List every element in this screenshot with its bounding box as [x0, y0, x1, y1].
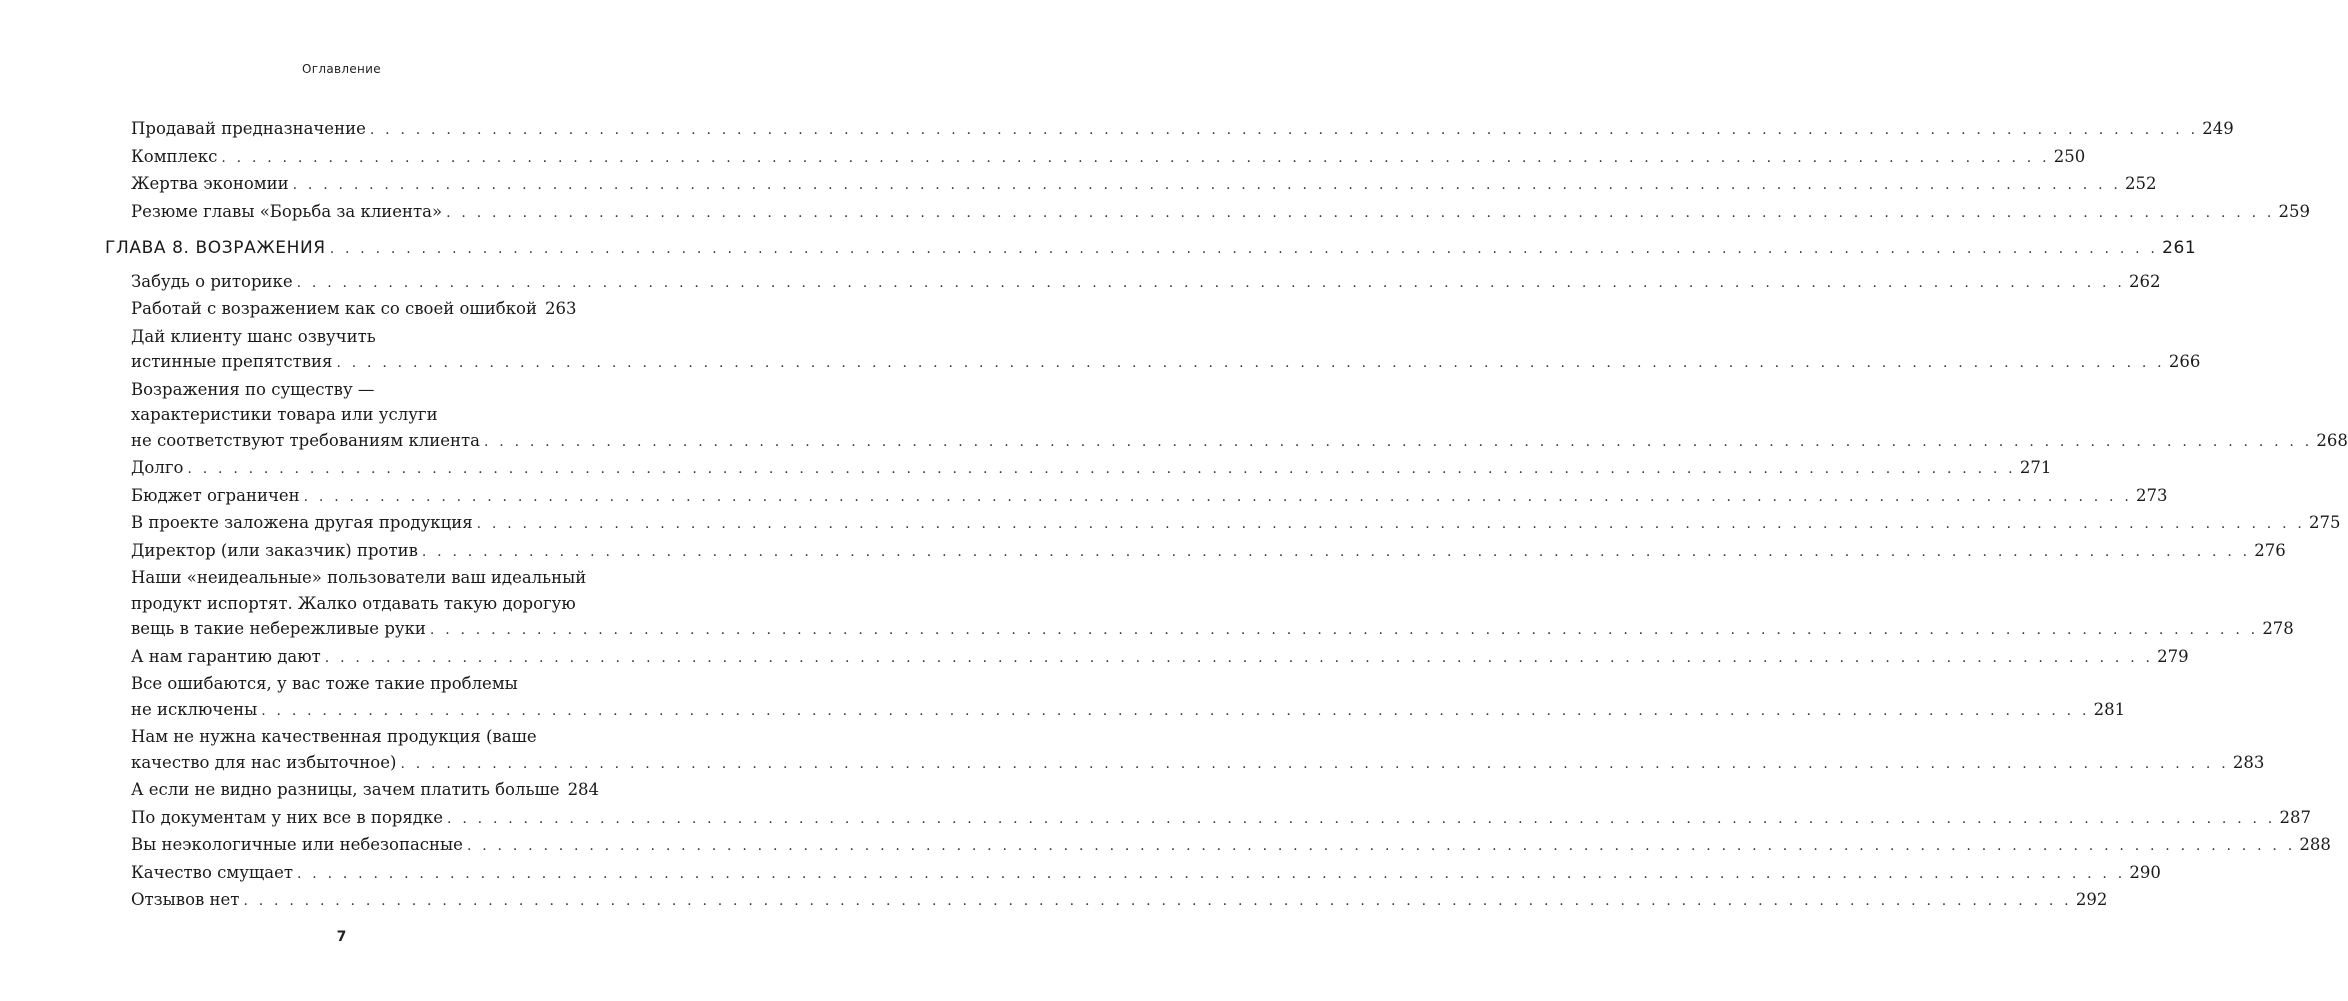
- toc-entry-title-line: Наши «неидеальные» пользователи ваш идеальный: [131, 568, 587, 587]
- dot-leader: . . . . . . . . . . . . . . . . . . . . . . . . . . . . . . . . . . . . . . . . . . . . . . . . . . . . . . . . . . . . . . . . . . . . . . . . . . . . . . . . . . . . . . . . . . . . . . . . . . . . . . . . . . . . . . . . . . . . . . . .: [446, 204, 2275, 221]
- toc-page-number: 279: [2157, 646, 2189, 666]
- toc-entry-last-line: [131, 616, 2294, 644]
- toc-entry-title-line: Комплекс: [131, 146, 218, 166]
- toc-page-number: 250: [2053, 146, 2086, 166]
- page-number: 7: [336, 929, 347, 945]
- toc-entry-title-line: Качество смущает: [131, 862, 293, 882]
- toc-entry-last-line: [131, 171, 2157, 199]
- toc-entry-title-line: не соответствуют требованиям клиента: [131, 430, 480, 450]
- toc-page-number: 262: [2129, 271, 2161, 291]
- toc-entry-title-line: А если не видно разницы, зачем платить больше: [131, 780, 560, 799]
- dot-leader: . . . . . . . . . . . . . . . . . . . . . . . . . . . . . . . . . . . . . . . . . . . . . . . . . . . . . . . . . . . . . . . . . . . . . . . . . . . . . . . . . . . . . . . . . . . . . . . . . . . . . . . . . . . . . . . . . . . . . . . .: [187, 461, 2016, 477]
- toc-entry-title-line: В проекте заложена другая продукция: [131, 513, 473, 532]
- toc-entry-last-line: [131, 296, 577, 324]
- toc-entry[interactable]: [131, 199, 2311, 227]
- toc-entry[interactable]: [131, 144, 2086, 172]
- toc-page-number: 266: [2168, 352, 2201, 371]
- toc-entry-last-line: [131, 644, 2189, 672]
- toc-entry-title-line: ГЛАВА 8. ВОЗРАЖЕНИЯ: [105, 238, 326, 258]
- toc-entry-last-line: [131, 750, 2265, 778]
- toc-entry-title-line: Дай клиенту шанс озвучить: [131, 326, 376, 346]
- toc-chapter-entry[interactable]: [105, 236, 2197, 263]
- toc-entry-last-line: [131, 199, 2311, 227]
- toc-page-number: 261: [2162, 238, 2197, 258]
- toc-entry-last-line: [105, 236, 2197, 263]
- dot-leader: . . . . . . . . . . . . . . . . . . . . . . . . . . . . . . . . . . . . . . . . . . . . . . . . . . . . . . . . . . . . . . . . . . . . . . . . . . . . . . . . . . . . . . . . . . . . . . . . . . . . . . . . . . . . . . . . . . . . . . . .: [400, 755, 2229, 772]
- dot-leader: . . . . . . . . . . . . . . . . . . . . . . . . . . . . . . . . . . . . . . . . . . . . . . . . . . . . . . . . . . . . . . . . . . . . . . . . . . . . . . . . . . . . . . . . . . . . . . . . . . . . . . . . . . . . . . . . . . . . . . . .: [483, 433, 2313, 450]
- dot-leader: . . . . . . . . . . . . . . . . . . . . . . . . . . . . . . . . . . . . . . . . . . . . . . . . . . . . . . . . . . . . . . . . . . . . . . . . . . . . . . . . . . . . . . . . . . . . . . . . . . . . . . . . . . . . . . . . . . . . . . . .: [336, 355, 2165, 371]
- toc-page-number: 276: [2254, 540, 2286, 560]
- toc-entry-last-line: [131, 777, 600, 805]
- toc-entry-last-line: [131, 428, 2348, 456]
- toc-entry[interactable]: [131, 777, 600, 805]
- toc-entry-last-line: [131, 455, 2052, 483]
- toc-entry-title-line: Резюме главы «Борьба за клиента»: [131, 201, 443, 221]
- toc-page-number: 287: [2279, 807, 2311, 827]
- toc-entry-last-line: [131, 887, 2108, 915]
- toc-entry-title-line: Вы неэкологичные или небезопасные: [131, 835, 463, 854]
- toc-entry-title-line: вещь в такие небережливые руки: [131, 619, 426, 638]
- toc-page-number: 252: [2125, 174, 2157, 193]
- toc-entry-last-line: [131, 538, 2286, 566]
- toc-entry-last-line: [131, 832, 2331, 860]
- toc-entry-last-line: [131, 144, 2086, 172]
- toc-entry-title-line: истинные препятствия: [131, 352, 333, 371]
- toc-page-number: 288: [2299, 835, 2331, 854]
- toc-entry-title-line: качество для нас избыточное): [131, 752, 397, 772]
- toc-entry[interactable]: [131, 116, 2234, 144]
- toc-entry-title-line: Возражения по существу —: [131, 379, 375, 399]
- toc-entry[interactable]: [131, 455, 2052, 483]
- toc-entry[interactable]: [131, 805, 2311, 833]
- toc-entry-title-line: Бюджет ограничен: [131, 485, 300, 505]
- toc-entry-title-line: Работай с возражением как со своей ошибкой: [131, 299, 537, 318]
- toc-entry[interactable]: [131, 724, 2265, 777]
- toc-page-number: 263: [544, 299, 577, 318]
- toc-entry-title-line: Продавай предназначение: [131, 119, 366, 138]
- toc-entry[interactable]: [131, 510, 2341, 538]
- toc-entry-title-line: Все ошибаются, у вас тоже такие проблемы: [131, 674, 518, 693]
- running-head: Оглавление: [302, 62, 381, 76]
- dot-leader: . . . . . . . . . . . . . . . . . . . . . . . . . . . . . . . . . . . . . . . . . . . . . . . . . . . . . . . . . . . . . . . . . . . . . . . . . . . . . . . . . . . . . . . . . . . . . . . . . . . . . . . . . . . . . . . . . . . . . . . .: [466, 838, 2296, 854]
- toc-entry-last-line: [131, 805, 2311, 833]
- toc-entry-title-line: характеристики товара или услуги: [131, 405, 438, 424]
- toc-entry[interactable]: [131, 832, 2331, 860]
- toc-page-number: 273: [2136, 485, 2168, 505]
- toc-entry[interactable]: [131, 538, 2286, 566]
- toc-page-number: 275: [2309, 513, 2341, 532]
- toc-entry[interactable]: [131, 887, 2108, 915]
- toc-entry-title-line: Забудь о риторике: [131, 271, 293, 291]
- dot-leader: . . . . . . . . . . . . . . . . . . . . . . . . . . . . . . . . . . . . . . . . . . . . . . . . . . . . . . . . . . . . . . . . . . . . . . . . . . . . . . . . . . . . . . . . . . . . . . . . . . . . . . . . . . . . . . . . . . . . . . . .: [429, 622, 2259, 638]
- toc-page-number: 284: [567, 780, 600, 799]
- table-of-contents: [0, 116, 2348, 915]
- toc-entry-last-line: [131, 269, 2161, 297]
- dot-leader: . . . . . . . . . . . . . . . . . . . . . . . . . . . . . . . . . . . . . . . . . . . . . . . . . . . . . . . . . . . . . . . . . . . . . . . . . . . . . . . . . . . . . . . . . . . . . . . . . . . . . . . . . . . . . . . . . . . . . . . .: [447, 810, 2276, 827]
- toc-page-number: 268: [2316, 430, 2348, 450]
- dot-leader: . . . . . . . . . . . . . . . . . . . . . . . . . . . . . . . . . . . . . . . . . . . . . . . . . . . . . . . . . . . . . . . . . . . . . . . . . . . . . . . . . . . . . . . . . . . . . . . . . . . . . . . . . . . . . . . . . . . . . . . .: [303, 488, 2133, 505]
- dot-leader: . . . . . . . . . . . . . . . . . . . . . . . . . . . . . . . . . . . . . . . . . . . . . . . . . . . . . . . . . . . . . . . . . . . . . . . . . . . . . . . . . . . . . . . . . . . . . . . . . . . . . . . . . . . . . . . . . . . . . . . .: [243, 893, 2072, 909]
- dot-leader: . . . . . . . . . . . . . . . . . . . . . . . . . . . . . . . . . . . . . . . . . . . . . . . . . . . . . . . . . . . . . . . . . . . . . . . . . . . . . . . . . . . . . . . . . . . . . . . . . . . . . . . . . . . . . . . . . . . . . . . .: [296, 865, 2126, 882]
- dot-leader: . . . . . . . . . . . . . . . . . . . . . . . . . . . . . . . . . . . . . . . . . . . . . . . . . . . . . . . . . . . . . . . . . . . . . . . . . . . . . . . . . . . . . . . . . . . . . . . . . . . . . . . . . . . . . . . . . . . . . . . .: [292, 177, 2122, 193]
- toc-page-number: 259: [2278, 201, 2311, 221]
- toc-page-number: 249: [2202, 119, 2234, 138]
- toc-entry[interactable]: [131, 644, 2189, 672]
- toc-page-number: 281: [2093, 699, 2126, 719]
- toc-entry-title-line: А нам гарантию дают: [131, 646, 321, 666]
- dot-leader: . . . . . . . . . . . . . . . . . . . . . . . . . . . . . . . . . . . . . . . . . . . . . . . . . . . . . . . . . . . . . . . . . . . . . . . . . . . . . . . . . . . . . . . . . . . . . . . . . . . . . . . . . . . . . . . . . . . . . . . .: [369, 122, 2199, 138]
- dot-leader: . . . . . . . . . . . . . . . . . . . . . . . . . . . . . . . . . . . . . . . . . . . . . . . . . . . . . . . . . . . . . . . . . . . . . . . . . . . . . . . . . . . . . . . . . . . . . . . . . . . . . . . . . . . . . . . . . . . . . . . .: [296, 274, 2125, 291]
- toc-entry-last-line: [131, 116, 2234, 144]
- toc-page-number: 278: [2262, 619, 2294, 638]
- toc-entry[interactable]: [131, 377, 2348, 456]
- dot-leader: . . . . . . . . . . . . . . . . . . . . . . . . . . . . . . . . . . . . . . . . . . . . . . . . . . . . . . . . . . . . . . . . . . . . . . . . . . . . . . . . . . . . . . . . . . . . . . . . . . . . . . . . . . . . . . . . . . . . . . . .: [324, 649, 2154, 666]
- toc-entry-title-line: не исключены: [131, 699, 258, 719]
- toc-page-number: 292: [2075, 890, 2108, 909]
- toc-page-number: 271: [2019, 458, 2052, 477]
- toc-entry-title-line: Жертва экономии: [131, 174, 289, 193]
- dot-leader: . . . . . . . . . . . . . . . . . . . . . . . . . . . . . . . . . . . . . . . . . . . . . . . . . . . . . . . . . . . . . . . . . . . . . . . . . . . . . . . . . . . . . . . . . . . . . . . . . . . . . . . . . . . . . . . . . . . . . . . .: [476, 516, 2306, 532]
- toc-entry-last-line: [131, 510, 2341, 538]
- toc-entry[interactable]: [131, 269, 2161, 297]
- toc-entry-title-line: Долго: [131, 458, 184, 477]
- toc-entry[interactable]: [131, 860, 2161, 888]
- toc-page-number: 290: [2129, 862, 2161, 882]
- toc-entry-title-line: Отзывов нет: [131, 890, 240, 909]
- toc-entry[interactable]: [131, 483, 2168, 511]
- toc-entry-last-line: [131, 483, 2168, 511]
- dot-leader: . . . . . . . . . . . . . . . . . . . . . . . . . . . . . . . . . . . . . . . . . . . . . . . . . . . . . . . . . . . . . . . . . . . . . . . . . . . . . . . . . . . . . . . . . . . . . . . . . . . . . . . . . . . . . . . . . . . . . . . .: [261, 702, 2090, 719]
- toc-entry[interactable]: [131, 171, 2157, 199]
- toc-entry-last-line: [131, 860, 2161, 888]
- dot-leader: . . . . . . . . . . . . . . . . . . . . . . . . . . . . . . . . . . . . . . . . . . . . . . . . . . . . . . . . . . . . . . . . . . . . . . . . . . . . . . . . . . . . . . . . . . . . . . . . . . . . . . . . . . . . . . . . . . . . . . . .: [329, 241, 2159, 257]
- toc-entry[interactable]: [131, 671, 2126, 724]
- dot-leader: . . . . . . . . . . . . . . . . . . . . . . . . . . . . . . . . . . . . . . . . . . . . . . . . . . . . . . . . . . . . . . . . . . . . . . . . . . . . . . . . . . . . . . . . . . . . . . . . . . . . . . . . . . . . . . . . . . . . . . . .: [221, 149, 2050, 166]
- toc-entry[interactable]: [131, 565, 2294, 644]
- toc-page-number: 283: [2232, 752, 2265, 772]
- toc-entry-title-line: Директор (или заказчик) против: [131, 540, 418, 560]
- toc-entry-last-line: [131, 697, 2126, 725]
- toc-entry[interactable]: [131, 324, 2201, 377]
- toc-entry-title-line: Нам не нужна качественная продукция (ваше: [131, 727, 537, 746]
- toc-entry-title-line: По документам у них все в порядке: [131, 807, 444, 827]
- toc-entry-last-line: [131, 349, 2201, 377]
- dot-leader: . . . . . . . . . . . . . . . . . . . . . . . . . . . . . . . . . . . . . . . . . . . . . . . . . . . . . . . . . . . . . . . . . . . . . . . . . . . . . . . . . . . . . . . . . . . . . . . . . . . . . . . . . . . . . . . . . . . . . . . .: [421, 543, 2251, 560]
- toc-entry[interactable]: [131, 296, 577, 324]
- toc-entry-title-line: продукт испортят. Жалко отдавать такую дорогую: [131, 593, 576, 613]
